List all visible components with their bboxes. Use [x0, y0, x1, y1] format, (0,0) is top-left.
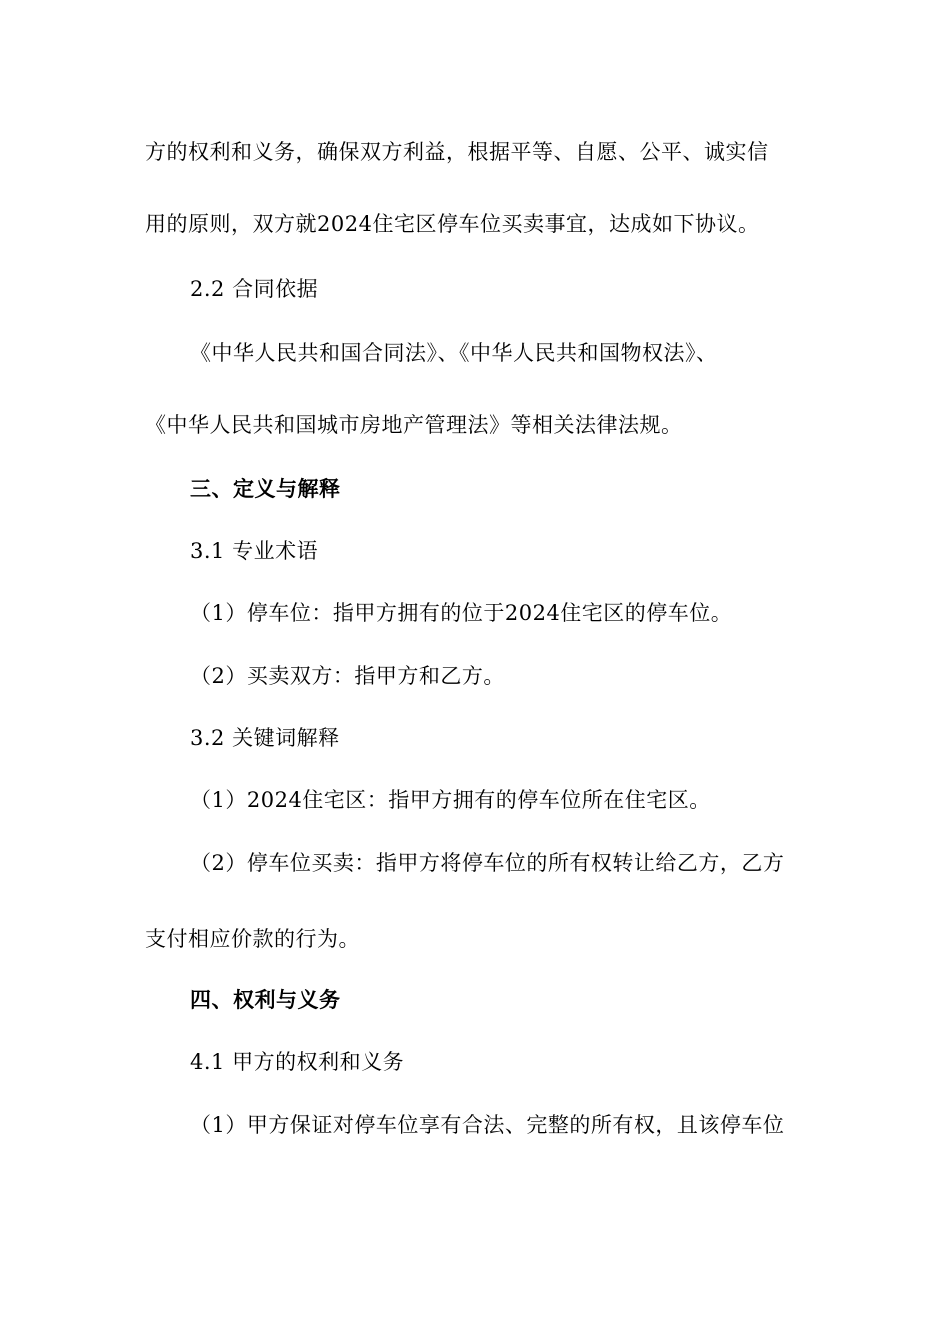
list-item: （2）买卖双方：指甲方和乙方。: [190, 664, 505, 688]
section-heading-3: 三、定义与解释: [190, 476, 341, 501]
section-heading-3-1: 3.1 专业术语: [190, 539, 319, 563]
paragraph-line: 用的原则，双方就2024住宅区停车位买卖事宜，达成如下协议。: [145, 212, 760, 236]
paragraph-line: 《中华人民共和国合同法》、《中华人民共和国物权法》、: [190, 341, 718, 365]
section-heading-4-1: 4.1 甲方的权利和义务: [190, 1050, 405, 1074]
section-heading-3-2: 3.2 关键词解释: [190, 726, 340, 750]
section-heading-2-2: 2.2 合同依据: [190, 277, 319, 301]
paragraph-line: 《中华人民共和国城市房地产管理法》等相关法律法规。: [145, 413, 683, 437]
list-item: （1）2024住宅区：指甲方拥有的停车位所在住宅区。: [190, 788, 711, 812]
list-item: （2）停车位买卖：指甲方将停车位的所有权转让给乙方，乙方: [190, 851, 785, 875]
paragraph-line: 方的权利和义务，确保双方利益，根据平等、自愿、公平、诚实信: [145, 140, 769, 164]
paragraph-line: 支付相应价款的行为。: [145, 927, 360, 951]
list-item: （1）停车位：指甲方拥有的位于2024住宅区的停车位。: [190, 601, 733, 625]
section-heading-4: 四、权利与义务: [190, 987, 341, 1012]
list-item: （1）甲方保证对停车位享有合法、完整的所有权，且该停车位: [190, 1113, 785, 1137]
